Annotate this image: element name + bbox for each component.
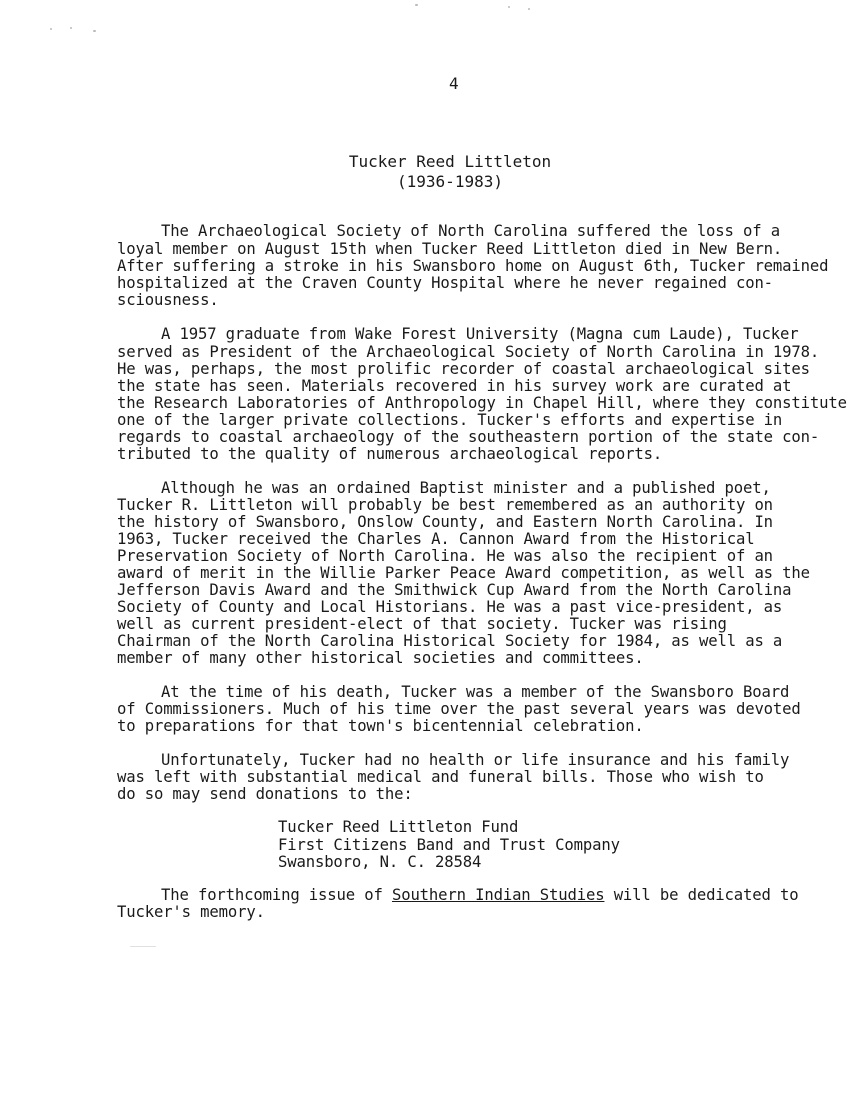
paragraph-2-line: the Research Laboratories of Anthropology in Chapel Hill, where they constitute [117, 394, 847, 412]
address-line: Tucker Reed Littleton Fund [278, 818, 519, 836]
scan-speck [415, 4, 418, 6]
paragraph-2-line: He was, perhaps, the most prolific recorder of coastal archaeological sites [117, 360, 810, 378]
memorial-title: Tucker Reed Littleton [348, 152, 552, 171]
paragraph-4-line: At the time of his death, Tucker was a member of the Swansboro Board [161, 683, 790, 701]
paragraph-3-line: 1963, Tucker received the Charles A. Cannon Award from the Historical [117, 530, 755, 548]
paragraph-3-line: Jefferson Davis Award and the Smithwick Cup Award from the North Carolina [117, 581, 792, 599]
paragraph-3-line: well as current president-elect of that society. Tucker was rising [117, 615, 727, 633]
paragraph-1-line: After suffering a stroke in his Swansboro home on August 6th, Tucker remained [117, 257, 829, 275]
paragraph-3-line: Tucker R. Littleton will probably be best remembered as an authority on [117, 496, 773, 514]
paragraph-3-line: Preservation Society of North Carolina. He was also the recipient of an [117, 547, 773, 565]
paragraph-5-line: do so may send donations to the: [117, 785, 413, 803]
scan-speck [50, 28, 52, 30]
paragraph-2-line: served as President of the Archaeological Society of North Carolina in 1978. [117, 343, 820, 361]
page-number: 4 [449, 74, 459, 93]
closing-suffix: will be dedicated to [604, 886, 799, 904]
paragraph-4-line: of Commissioners. Much of his time over the past several years was devoted [117, 700, 801, 718]
scan-speck [528, 8, 530, 10]
paragraph-2-line: regards to coastal archaeology of the southeastern portion of the state con- [117, 428, 820, 446]
paragraph-5-line: Unfortunately, Tucker had no health or life insurance and his family [161, 751, 790, 769]
paragraph-4-line: to preparations for that town's bicentennial celebration. [117, 717, 644, 735]
paragraph-3-line: award of merit in the Willie Parker Peace Award competition, as well as the [117, 564, 810, 582]
paragraph-3-line: Society of County and Local Historians. He was a past vice-president, as [117, 598, 783, 616]
paragraph-3-line: Chairman of the North Carolina Historical Society for 1984, as well as a [117, 632, 783, 650]
address-line: Swansboro, N. C. 28584 [278, 853, 482, 871]
paragraph-3-line: member of many other historical societies and committees. [117, 649, 644, 667]
closing-line-2: Tucker's memory. [117, 903, 265, 921]
paragraph-3-line: the history of Swansboro, Onslow County, and Eastern North Carolina. In [117, 513, 773, 531]
scan-speck [130, 946, 156, 947]
closing-line [161, 886, 798, 904]
paragraph-1-line: loyal member on August 15th when Tucker Reed Littleton died in New Bern. [117, 240, 783, 258]
paragraph-2-line: A 1957 graduate from Wake Forest University (Magna cum Laude), Tucker [161, 325, 799, 343]
paragraph-1-line: The Archaeological Society of North Carolina suffered the loss of a [161, 222, 780, 240]
closing-prefix: The forthcoming issue of [161, 886, 392, 904]
memorial-heading [300, 152, 600, 192]
paragraph-2-line: one of the larger private collections. Tucker's efforts and expertise in [117, 411, 783, 429]
paragraph-1-line: sciousness. [117, 291, 219, 309]
paragraph-2-line: tributed to the quality of numerous archaeological reports. [117, 445, 663, 463]
publication-title: Southern Indian Studies [391, 886, 605, 904]
address-line: First Citizens Band and Trust Company [278, 836, 620, 854]
paragraph-3-line: Although he was an ordained Baptist minister and a published poet, [161, 479, 771, 497]
paragraph-5-line: was left with substantial medical and funeral bills. Those who wish to [117, 768, 764, 786]
paragraph-2-line: the state has seen. Materials recovered in his survey work are curated at [117, 377, 792, 395]
scan-speck [70, 27, 72, 29]
scan-speck [93, 30, 96, 32]
scan-speck [508, 6, 510, 8]
paragraph-1-line: hospitalized at the Craven County Hospital where he never regained con- [117, 274, 773, 292]
memorial-dates: (1936-1983) [397, 172, 503, 191]
